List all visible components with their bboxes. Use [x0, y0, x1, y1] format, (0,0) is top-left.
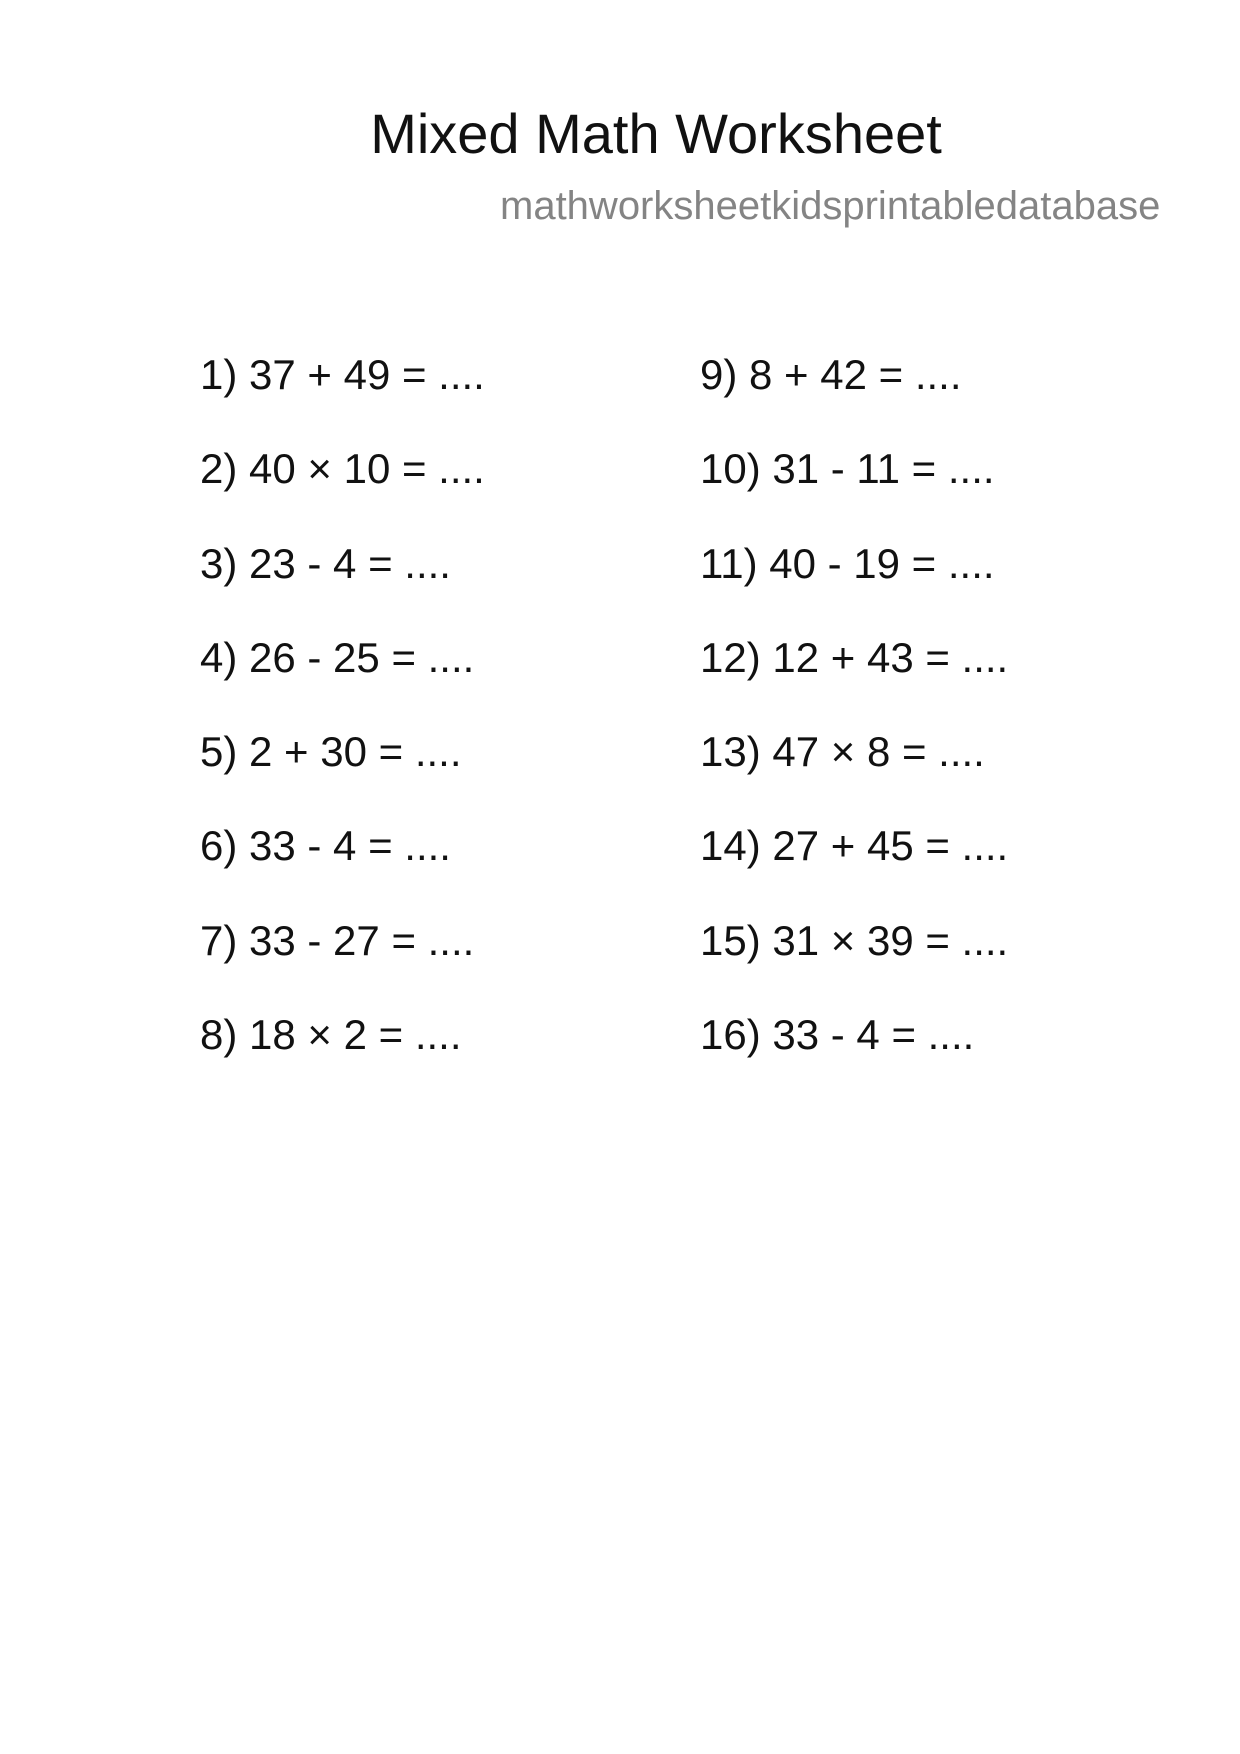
problem-item: 5) 2 + 30 = .... — [200, 728, 462, 776]
worksheet-title: Mixed Math Worksheet — [370, 102, 942, 165]
watermark-text: mathworksheetkidsprintabledatabase — [500, 184, 1161, 228]
problem-item: 11) 40 - 19 = .... — [700, 539, 995, 587]
problem-item: 16) 33 - 4 = .... — [700, 1011, 975, 1059]
problem-column-left — [200, 346, 485, 1100]
problem-item: 9) 8 + 42 = .... — [700, 351, 962, 398]
problem-item: 13) 47 × 8 = .... — [700, 728, 985, 776]
problem-item: 3) 23 - 4 = .... — [200, 539, 451, 587]
problem-item: 7) 33 - 27 = .... — [200, 916, 475, 964]
problem-item: 10) 31 - 11 = .... — [700, 445, 995, 493]
problem-item: 2) 40 × 10 = .... — [200, 445, 485, 493]
problem-item: 6) 33 - 4 = .... — [200, 822, 451, 870]
problem-item: 4) 26 - 25 = .... — [200, 633, 475, 681]
problem-item: 8) 18 × 2 = .... — [200, 1011, 462, 1059]
problem-column-right — [700, 346, 1008, 1100]
problem-item: 15) 31 × 39 = .... — [700, 916, 1009, 964]
problem-item: 14) 27 + 45 = .... — [700, 822, 1009, 870]
problem-item: 1) 37 + 49 = .... — [200, 351, 485, 398]
problem-item: 12) 12 + 43 = .... — [700, 633, 1009, 681]
